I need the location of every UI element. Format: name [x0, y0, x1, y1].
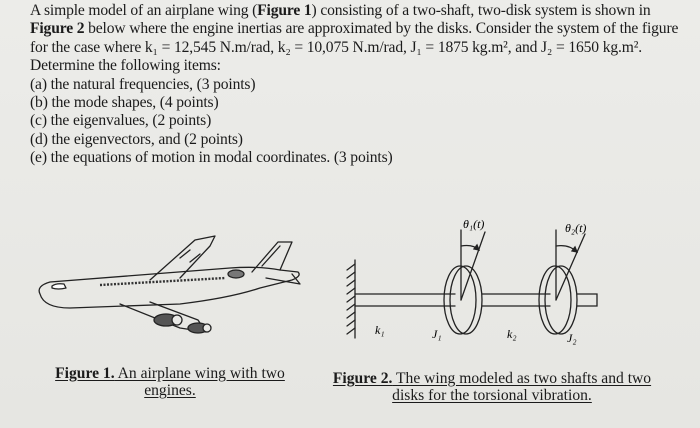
- torsional-model-figure: [335, 210, 665, 365]
- task-item-b: (b) the mode shapes, (4 points): [30, 94, 219, 112]
- fuselage-outline: [39, 267, 299, 308]
- theta2-label: θ₂(t): [565, 221, 587, 235]
- task-item-d: (d) the eigenvectors, and (2 points): [30, 130, 243, 148]
- task-item-c: (c) the eigenvalues, (2 points): [30, 112, 212, 130]
- figure2-reference: Figure 2: [30, 20, 85, 38]
- figure2-caption: [322, 370, 662, 404]
- shaft-2: [482, 294, 550, 306]
- k2-label: k₂: [507, 327, 517, 341]
- task-item-a: (a) the natural frequencies, (3 points): [30, 75, 256, 93]
- j1-label: J₁: [432, 327, 442, 341]
- intro-text-3: below where the engine inertias are approximated by the disks. Consider the system of the figure for the case where k₁ = 12,545 N.m/rad, k₂ = 10,075 N.m/rad, J₁ = 1875 kg.m², and J₂ = 1650 kg.m². Determine the following items:: [30, 20, 679, 75]
- shaft-1: [355, 294, 455, 306]
- k1-label: k₁: [375, 323, 385, 337]
- wall-hatching: [347, 264, 355, 334]
- figure1-caption: [40, 365, 300, 399]
- intro-text-2: ) consisting of a two-shaft, two-disk system is shown in: [311, 2, 651, 19]
- window-row: [100, 278, 225, 285]
- problem-intro: [30, 2, 680, 76]
- task-list: [30, 76, 680, 168]
- theta1-label: θ₁(t): [463, 217, 485, 231]
- figure1-caption-text: An airplane wing with two engines.: [114, 365, 285, 399]
- figure1-caption-label: Figure 1.: [55, 365, 115, 382]
- airplane-figure: [30, 228, 320, 353]
- intro-text-1: A simple model of an airplane wing (: [30, 2, 258, 19]
- j2-label: J₂: [567, 331, 577, 345]
- problem-statement: [30, 2, 680, 168]
- disk-1: [444, 266, 476, 334]
- figure1-reference: Figure 1: [257, 2, 312, 19]
- figure2-caption-text: The wing modeled as two shafts and two disks for the torsional vibration.: [392, 370, 652, 404]
- cockpit-window: [52, 284, 66, 289]
- task-item-e: (e) the equations of motion in modal coordinates. (3 points): [30, 149, 393, 167]
- figure2-caption-label: Figure 2.: [332, 370, 393, 387]
